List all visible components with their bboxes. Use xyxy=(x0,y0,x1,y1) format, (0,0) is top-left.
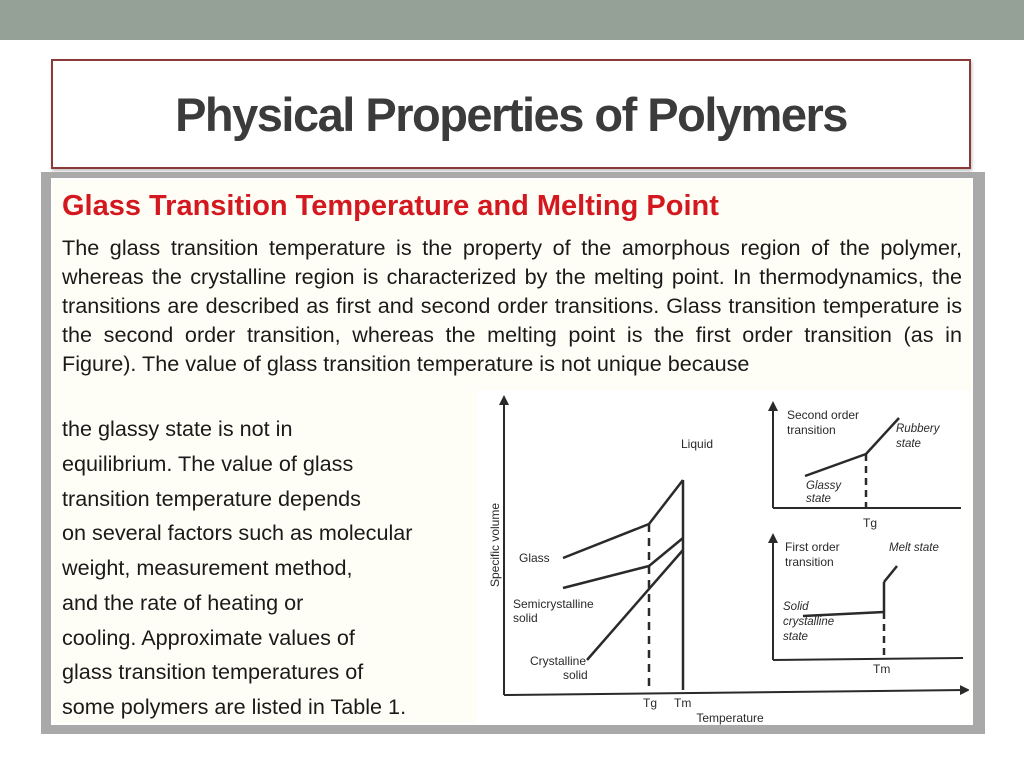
glassy-line xyxy=(805,454,866,476)
body-line: equilibrium. The value of glass xyxy=(62,451,354,476)
main-tg-label: Tg xyxy=(643,696,658,710)
main-y-label: Specific volume xyxy=(488,502,502,588)
semicrystalline-rise xyxy=(649,538,683,566)
melt-state-label: Melt state xyxy=(889,542,939,554)
semicrystalline-line xyxy=(563,566,649,588)
body-line: transition temperature depends xyxy=(62,486,361,511)
body-line: weight, measurement method, xyxy=(62,555,353,580)
rubbery-line xyxy=(866,418,899,454)
body-line: cooling. Approximate values of xyxy=(62,625,355,650)
first-order-title: transition xyxy=(785,555,834,569)
crystalline-label: Crystalline xyxy=(530,654,587,668)
rubbery-label: state xyxy=(896,438,921,450)
body-line: some polymers are listed in Table 1. xyxy=(62,694,407,719)
solid-crystalline-label: crystalline xyxy=(783,616,835,628)
solid-crystalline-label: Solid xyxy=(783,601,809,613)
body-line: the glassy state is not in xyxy=(62,416,293,441)
top-decor-bar xyxy=(0,0,1024,40)
second-order-title: transition xyxy=(787,423,836,437)
body-paragraph: The glass transition temperature is the property of the amorphous region of the polymer, whereas the crystalline region is characterized by the melting point. In thermodynamics, the transitions are described as first and second order transitions. Glass transition temperature is the second order transition, whereas the melting point is the first order transition (as in Figure). The value of glass transition temperature is not unique because xyxy=(62,235,962,376)
body-line: glass transition temperatures of xyxy=(62,659,364,684)
transition-diagram-svg xyxy=(477,390,969,725)
second-order-title: Second order xyxy=(787,408,860,422)
title-box xyxy=(51,59,971,169)
semicrystalline-label: Semicrystalline xyxy=(513,597,594,611)
liquid-line xyxy=(649,480,683,524)
glassy-label: state xyxy=(806,493,831,505)
main-tm-label: Tm xyxy=(674,696,692,710)
main-x-axis xyxy=(504,690,965,695)
first-order-x-axis xyxy=(773,658,963,660)
first-order-tm-label: Tm xyxy=(873,662,891,676)
glassy-label: Glassy xyxy=(806,480,842,492)
glass-line xyxy=(563,524,649,558)
liquid-label: Liquid xyxy=(681,437,714,451)
transition-figure xyxy=(477,390,969,725)
section-heading: Glass Transition Temperature and Melting Point xyxy=(62,190,719,222)
semicrystalline-label: solid xyxy=(513,611,538,625)
crystalline-line xyxy=(587,550,683,660)
melt-line xyxy=(884,566,897,582)
first-order-title: First order xyxy=(785,540,840,554)
body-line: and the rate of heating or xyxy=(62,590,304,615)
solid-crystalline-label: state xyxy=(783,631,808,643)
rubbery-label: Rubbery xyxy=(896,423,940,435)
slide-title: Physical Properties of Polymers xyxy=(175,87,847,141)
main-x-label: Temperature xyxy=(696,711,764,725)
glass-label: Glass xyxy=(519,551,550,565)
crystalline-label: solid xyxy=(563,668,588,682)
second-order-tg-label: Tg xyxy=(863,516,878,530)
body-line: on several factors such as molecular xyxy=(62,520,413,545)
